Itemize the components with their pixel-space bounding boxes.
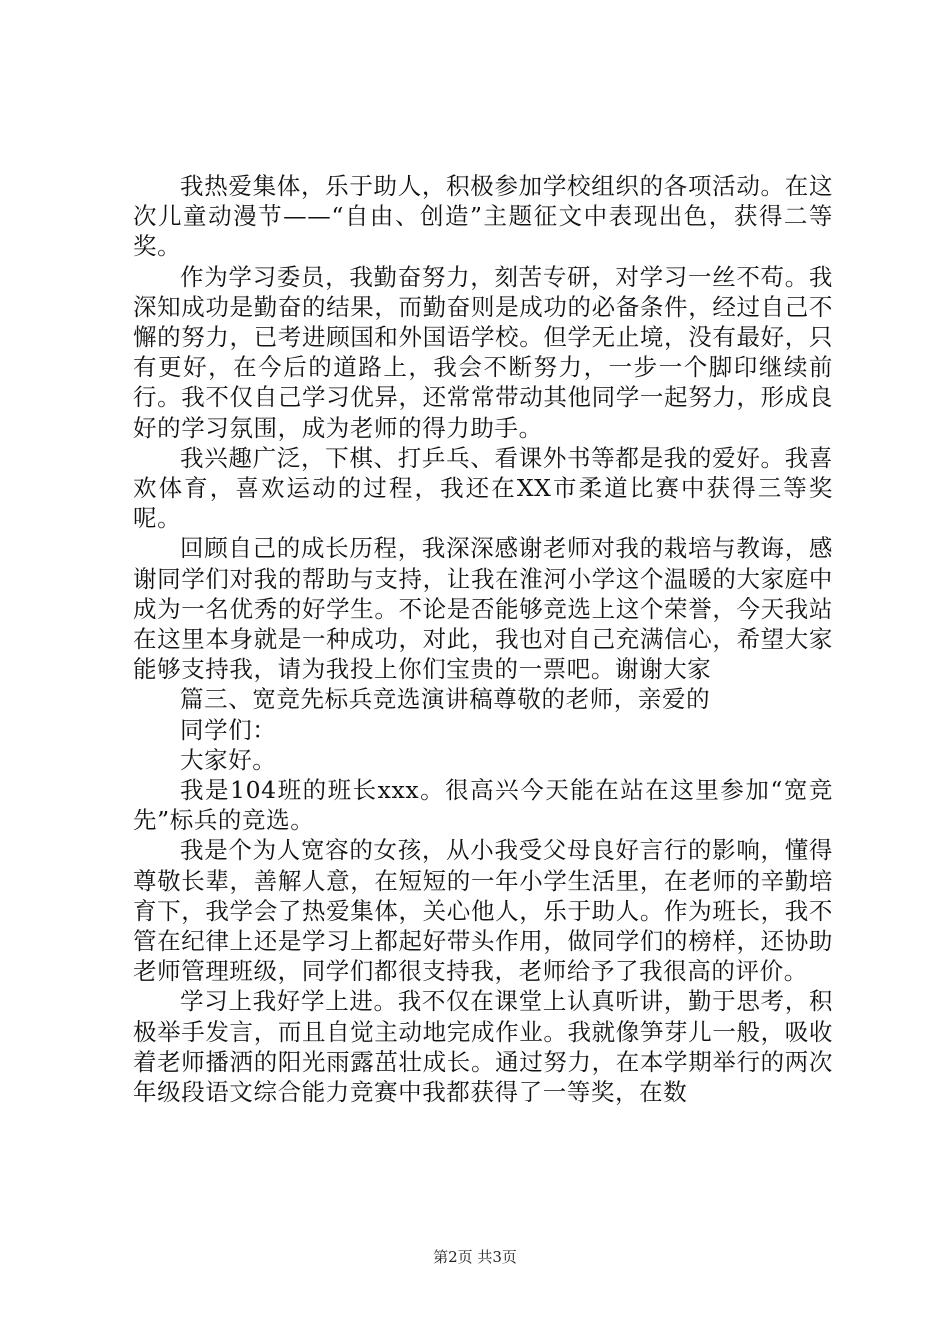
paragraph-2: 作为学习委员，我勤奋努力，刻苦专研，对学习一丝不苟。我深知成功是勤奋的结果，而勤奋则是成功的必备条件，经过自己不懈的努力，已考进顾国和外国语学校。但学无止境，没有最好，只有更好，在今后的道路上，我会不断努力，一步一个脚印继续前行。我不仅自己学习优异，还常常带动其他同学一起努力，形成良好的学习氛围，成为老师的得力助手。 [133, 262, 833, 442]
paragraph-3: 我兴趣广泛，下棋、打乒乓、看课外书等都是我的爱好。我喜欢体育，喜欢运动的过程，我还在XX市柔道比赛中获得三等奖呢。 [133, 443, 833, 533]
greeting-line: 大家好。 [180, 745, 277, 774]
section-heading: 篇三、宽竞先标兵竞选演讲稿尊敬的老师，亲爱的 [180, 685, 711, 714]
paragraph-7: 学习上我好学上进。我不仅在课堂上认真听讲，勤于思考，积极举手发言，而且自觉主动地完成作业。我就像笋芽儿一般，吸收着老师播洒的阳光雨露茁壮成长。通过努力，在本学期举行的两次年级段语文综合能力竞赛中我都获得了一等奖，在数 [133, 987, 833, 1107]
page-footer: 第2页 共3页 [433, 1248, 517, 1266]
paragraph-1: 我热爱集体，乐于助人，积极参加学校组织的各项活动。在这次儿童动漫节——“自由、创造”主题征文中表现出色，获得二等奖。 [133, 172, 833, 261]
paragraph-5: 我是104班的班长xxx。很高兴今天能在站在这里参加“宽竞先”标兵的竞选。 [133, 776, 833, 835]
salutation-line: 同学们： [180, 715, 277, 744]
paragraph-4: 回顾自己的成长历程，我深深感谢老师对我的栽培与教诲，感谢同学们对我的帮助与支持，让我在淮河小学这个温暖的大家庭中成为一名优秀的好学生。不论是否能够竞选上这个荣誉，今天我站在这里本身就是一种成功，对此，我也对自己充满信心，希望大家能够支持我，请为我投上你们宝贵的一票吧。谢谢大家 [133, 534, 833, 684]
document-body [133, 171, 833, 1107]
paragraph-6: 我是个为人宽容的女孩，从小我受父母良好言行的影响，懂得尊敬长辈，善解人意，在短短的一年小学生活里，在老师的辛勤培育下，我学会了热爱集体，关心他人，乐于助人。作为班长，我不管在纪律上还是学习上都起好带头作用，做同学们的榜样，还协助老师管理班级，同学们都很支持我，老师给予了我很高的评价。 [133, 836, 833, 986]
